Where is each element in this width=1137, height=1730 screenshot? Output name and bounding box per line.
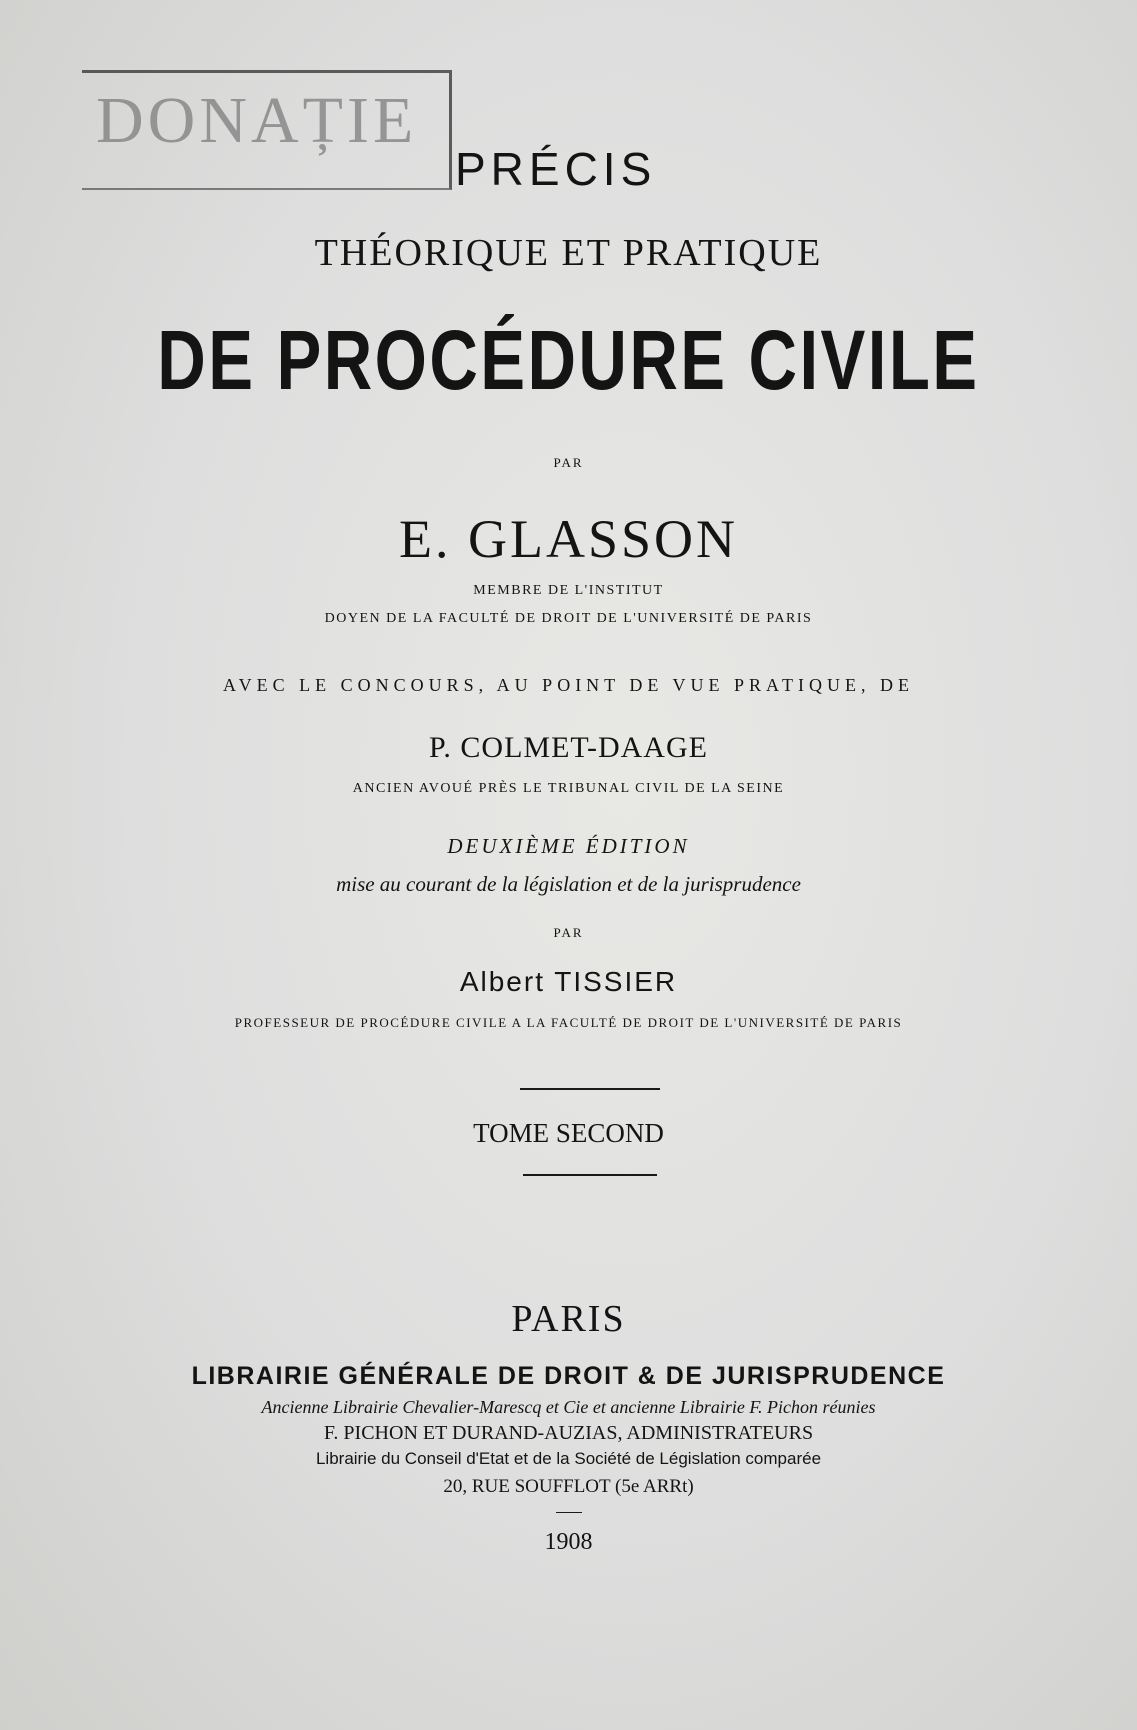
author-credential-1: MEMBRE DE L'INSTITUT <box>473 583 664 598</box>
editor-name: Albert TISSIER <box>459 966 678 997</box>
publisher-former: Ancienne Librairie Chevalier-Marescq et Cie et ancienne Librairie F. Pichon réunies <box>261 1397 876 1417</box>
rule-bottom <box>523 1174 657 1176</box>
rule-top <box>520 1088 660 1090</box>
title-precis: PRÉCIS <box>455 143 657 195</box>
collaborator-intro: AVEC LE CONCOURS, AU POINT DE VUE PRATIQUE, DE <box>222 675 915 695</box>
author-par: PAR <box>553 455 584 470</box>
editor-par: PAR <box>553 925 584 940</box>
publication-year: 1908 <box>544 1529 593 1555</box>
publisher-administrators: F. PICHON ET DURAND-AUZIAS, ADMINISTRATEURS <box>323 1422 814 1444</box>
collaborator-name: P. COLMET-DAAGE <box>429 731 708 764</box>
author-name: E. GLASSON <box>398 509 739 569</box>
publisher-affiliation: Librairie du Conseil d'Etat et de la Société de Législation comparée <box>315 1449 822 1468</box>
collaborator-credential: ANCIEN AVOUÉ PRÈS LE TRIBUNAL CIVIL DE LA SEINE <box>352 781 785 796</box>
publisher-name: LIBRAIRIE GÉNÉRALE DE DROIT & DE JURISPRUDENCE <box>191 1362 946 1390</box>
editor-credential: PROFESSEUR DE PROCÉDURE CIVILE A LA FACULTÉ DE DROIT DE L'UNIVERSITÉ DE PARIS <box>234 1015 903 1030</box>
volume-label: TOME SECOND <box>473 1118 664 1148</box>
author-credential-2: DOYEN DE LA FACULTÉ DE DROIT DE L'UNIVERSITÉ DE PARIS <box>324 611 813 626</box>
edition-label: DEUXIÈME ÉDITION <box>447 834 690 858</box>
title-subtitle: THÉORIQUE ET PRATIQUE <box>314 232 823 274</box>
publisher-city: PARIS <box>511 1298 626 1340</box>
year-rule <box>556 1512 582 1513</box>
donation-stamp <box>82 70 452 190</box>
publisher-address: 20, RUE SOUFFLOT (5e ARRt) <box>443 1476 694 1497</box>
edition-description: mise au courant de la législation et de la jurisprudence <box>336 872 801 896</box>
main-title: DE PROCÉDURE CIVILE <box>157 313 980 407</box>
stamp-text: DONAȚIE <box>96 84 418 157</box>
